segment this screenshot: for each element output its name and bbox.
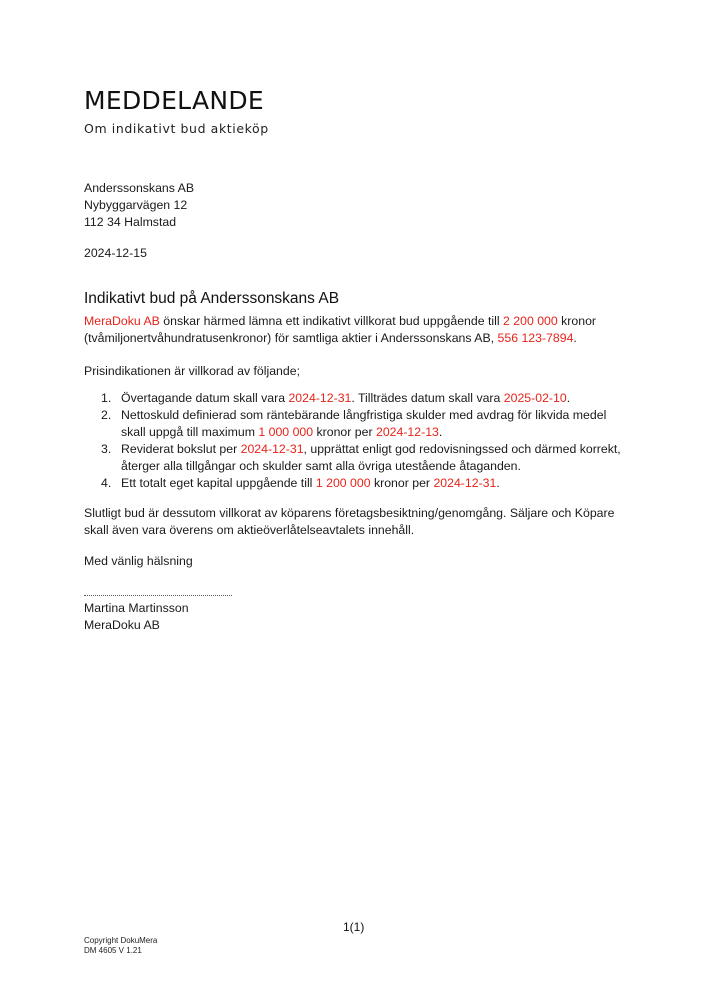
document-subtitle: Om indikativt bud aktieköp xyxy=(84,121,269,136)
bid-amount: 2 200 000 xyxy=(503,314,558,328)
buyer-name: MeraDoku AB xyxy=(84,314,160,328)
conditions-intro: Prisindikationen är villkorad av följande; xyxy=(84,364,300,378)
signer-block xyxy=(84,600,189,634)
recipient-company: Anderssonskans AB xyxy=(84,181,195,195)
footer xyxy=(84,936,157,956)
recipient-street: Nybyggarvägen 12 xyxy=(84,198,188,212)
condition-number: 1. xyxy=(101,391,112,405)
condition-item: 2. Nettoskuld definierad som räntebärande långfristiga skulder med avdrag för likvida medel skall uppgå till maximum 1 000 000 kronor per 2024-12-13. xyxy=(101,408,607,439)
signer-company: MeraDoku AB xyxy=(84,618,160,632)
footer-copyright: Copyright DokuMera xyxy=(84,936,158,945)
condition-number: 4. xyxy=(101,476,112,490)
signer-name: Martina Martinsson xyxy=(84,601,189,615)
condition-value: 2024-12-31 xyxy=(433,476,497,490)
page-number: 1(1) xyxy=(343,920,365,934)
intro-text-2: kronor (tvåmiljonertvåhundratusenkronor) för samtliga aktier i Anderssonskans AB, xyxy=(84,314,597,345)
intro-text-3: . xyxy=(573,331,577,345)
letter-date: 2024-12-15 xyxy=(84,246,147,260)
recipient-address xyxy=(84,180,194,231)
condition-value: 2024-12-31 xyxy=(288,391,352,405)
recipient-postal: 112 34 Halmstad xyxy=(84,215,177,229)
condition-item: 4. Ett totalt eget kapital uppgående till 1 200 000 kronor per 2024-12-31. xyxy=(101,476,500,490)
condition-value: 2024-12-31 xyxy=(240,442,304,456)
condition-item: 1. Övertagande datum skall vara 2024-12-31. Tillträdes datum skall vara 2025-02-10. xyxy=(101,391,571,405)
condition-item: 3. Reviderat bokslut per 2024-12-31, upprättat enligt god redovisningssed och därmed korrekt, återger alla tillgångar och skulder samt alla övriga utestående åtaganden. xyxy=(101,442,621,473)
condition-number: 2. xyxy=(101,408,112,422)
condition-value: 2025-02-10 xyxy=(503,391,567,405)
condition-value: 2024-12-13 xyxy=(375,425,439,439)
intro-text-1: önskar härmed lämna ett indikativt villkorat bud uppgående till xyxy=(159,314,504,328)
conditions-list xyxy=(84,390,624,492)
condition-value: 1 000 000 xyxy=(258,425,314,439)
org-number: 556 123-7894 xyxy=(497,331,574,345)
greeting: Med vänlig hälsning xyxy=(84,554,193,568)
condition-number: 3. xyxy=(101,442,112,456)
condition-value: 1 200 000 xyxy=(315,476,371,490)
document-title: MEDDELANDE xyxy=(84,86,265,115)
signature-line xyxy=(84,595,232,596)
letter-heading: Indikativt bud på Anderssonskans AB xyxy=(84,290,340,307)
footer-version: DM 4605 V 1.21 xyxy=(84,946,142,955)
intro-paragraph xyxy=(84,313,624,347)
final-clause: Slutligt bud är dessutom villkorat av köparens företagsbesiktning/genomgång. Säljare och Köpare skall även vara överens om aktieöverlåtelseavtalets innehåll. xyxy=(84,506,615,537)
